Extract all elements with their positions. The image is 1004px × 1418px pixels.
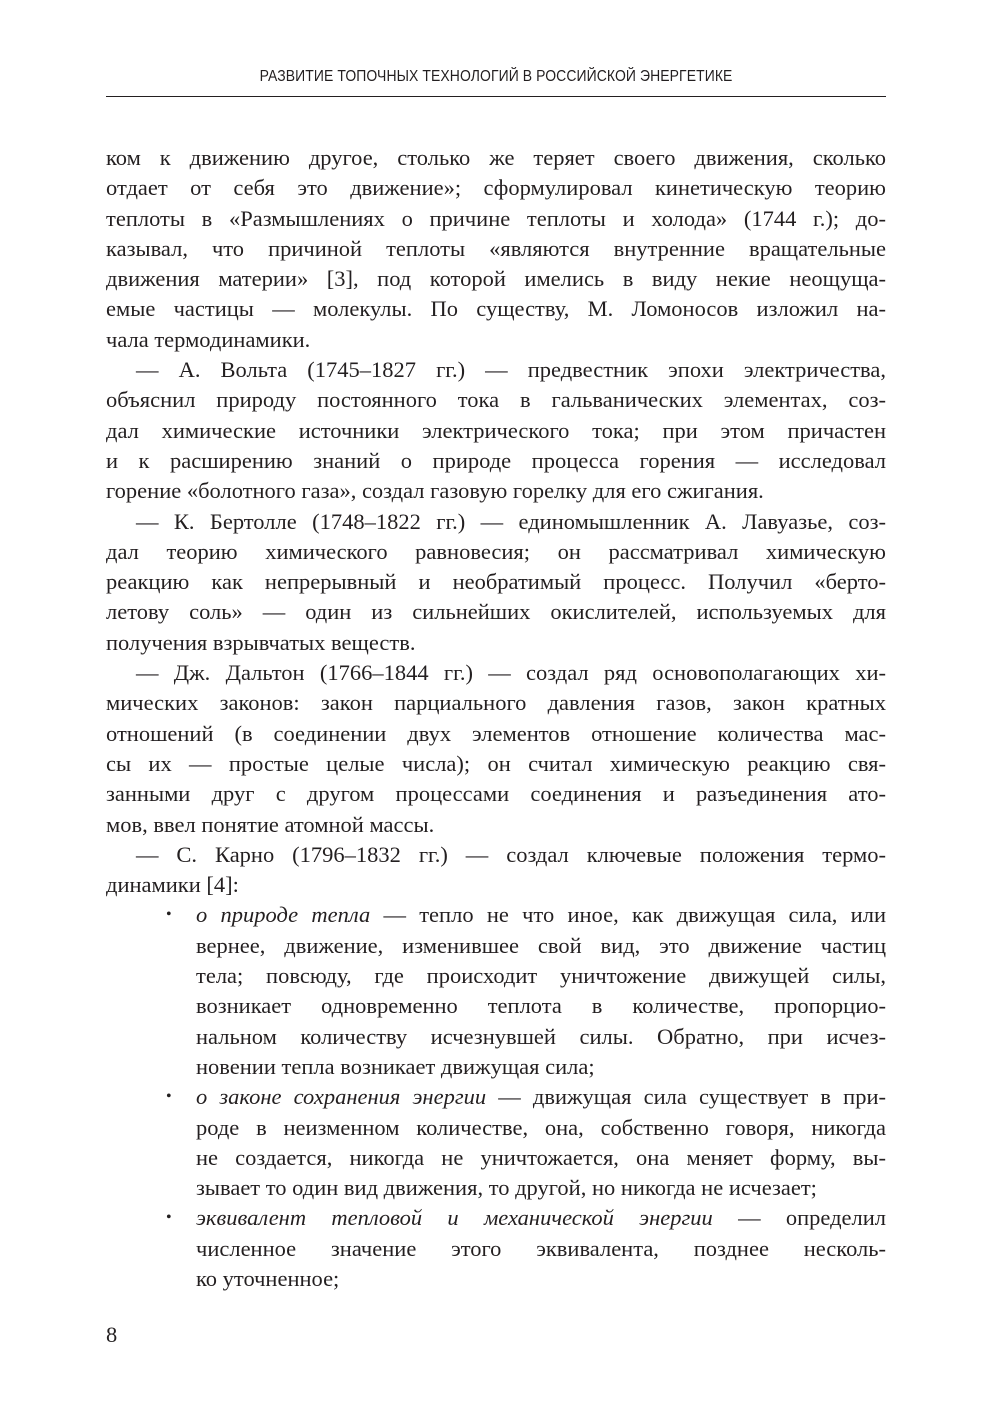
page-number: 8 xyxy=(106,1322,118,1347)
text-line: отдает от себя это движение»; сформулировал кинетическую теорию xyxy=(106,175,886,201)
text-line: горение «болотного газа», создал газовую горелку для его сжигания. xyxy=(106,478,764,504)
text-line: вернее, движение, изменившее свой вид, это движение частиц xyxy=(196,932,886,958)
paragraph-berthollet xyxy=(106,507,886,658)
text-line: ком к движению другое, столько же теряет своего движения, сколько xyxy=(106,145,886,170)
text-line: занными друг с другом процессами соединения и разъединения ато- xyxy=(106,781,886,807)
text-line: мов, ввел понятие атомной массы. xyxy=(106,811,435,837)
text-line xyxy=(196,1082,886,1112)
bullet-marker: • xyxy=(166,906,172,924)
text-line: и к расширению знаний о природе процесса горения — исследовал xyxy=(106,447,886,473)
running-head: РАЗВИТИЕ ТОПОЧНЫХ ТЕХНОЛОГИЙ В РОССИЙСКОЙ ЭНЕРГЕТИКЕ xyxy=(259,68,733,85)
paragraph-carnot xyxy=(106,840,886,901)
text-line: возникает одновременно теплота в количестве, пропорцио- xyxy=(196,993,886,1019)
bullet-text: — тепло не что иное, как движущая сила, или xyxy=(370,902,886,928)
text-line: — С. Карно (1796–1832 гг.) — создал ключевые положения термо- xyxy=(136,841,886,867)
bullet-item xyxy=(106,900,886,1082)
text-line: емые частицы — молекулы. По существу, М. Ломоносов изложил на- xyxy=(106,296,886,322)
bullet-text: — определил xyxy=(712,1205,886,1231)
text-line: динамики [4]: xyxy=(106,872,239,898)
bullet-term: эквивалент тепловой и механической энергии xyxy=(196,1205,713,1231)
text-line: нальном количеству исчезнувшей силы. Обратно, при исчез- xyxy=(196,1023,886,1049)
bullet-term: о законе сохранения энергии xyxy=(196,1084,487,1110)
bullet-marker: • xyxy=(166,1209,172,1227)
text-line: ко уточненное; xyxy=(196,1265,340,1291)
text-line: казывал, что причиной теплоты «являются внутренние вращательные xyxy=(106,235,886,261)
text-line: объяснил природу постоянного тока в гальванических элементах, соз- xyxy=(106,387,886,413)
text-line: дал теорию химического равновесия; он рассматривал химическую xyxy=(106,538,886,564)
bullet-text: — движущая сила существует в при- xyxy=(486,1084,886,1110)
text-line: сы их — простые целые числа); он считал химическую реакцию свя- xyxy=(106,750,886,776)
bullet-item xyxy=(106,1082,886,1203)
text-line: новении тепла возникает движущая сила; xyxy=(196,1053,595,1079)
text-line: — А. Вольта (1745–1827 гг.) — предвестник эпохи электричества, xyxy=(136,357,886,383)
text-line: численное значение этого эквивалента, позднее несколь- xyxy=(196,1235,886,1261)
text-line: роде в неизменном количестве, она, собственно говоря, никогда xyxy=(196,1114,886,1140)
bullet-item xyxy=(106,1203,886,1294)
text-line xyxy=(196,900,886,930)
text-line: теплоты в «Размышлениях о причине теплоты и холода» (1744 г.); до- xyxy=(106,205,886,231)
text-line: летову соль» — один из сильнейших окислителей, используемых для xyxy=(106,599,886,625)
text-line xyxy=(196,1203,886,1233)
text-line: зывает то один вид движения, то другой, но никогда не исчезает; xyxy=(196,1175,817,1201)
text-line: отношений (в соединении двух элементов отношение количества мас- xyxy=(106,720,886,746)
paragraph-lomonosov xyxy=(106,143,886,355)
text-line: дал химические источники электрического тока; при этом причастен xyxy=(106,417,886,443)
text-line: реакцию как непрерывный и необратимый процесс. Получил «берто- xyxy=(106,569,886,595)
bullet-term: о природе тепла xyxy=(196,902,371,928)
header-rule xyxy=(106,96,886,97)
paragraph-volta xyxy=(106,355,886,506)
text-line: тела; повсюду, где происходит уничтожение движущей силы, xyxy=(196,963,886,989)
text-line: не создается, никогда не уничтожается, она меняет форму, вы- xyxy=(196,1144,886,1170)
paragraph-dalton xyxy=(106,658,886,840)
text-line: мических законов: закон парциального давления газов, закон кратных xyxy=(106,690,886,716)
text-line: — К. Бертолле (1748–1822 гг.) — единомышленник А. Лавуазье, соз- xyxy=(136,508,886,534)
text-line: — Дж. Дальтон (1766–1844 гг.) — создал ряд основополагающих хи- xyxy=(136,660,886,686)
carnot-bullet-list xyxy=(106,900,886,1294)
text-line: получения взрывчатых веществ. xyxy=(106,629,416,655)
body-text xyxy=(106,143,886,1294)
bullet-marker: • xyxy=(166,1088,172,1106)
text-line: движения материи» [3], под которой имелись в виду некие неощуща- xyxy=(106,266,886,292)
text-line: чала термодинамики. xyxy=(106,326,311,352)
